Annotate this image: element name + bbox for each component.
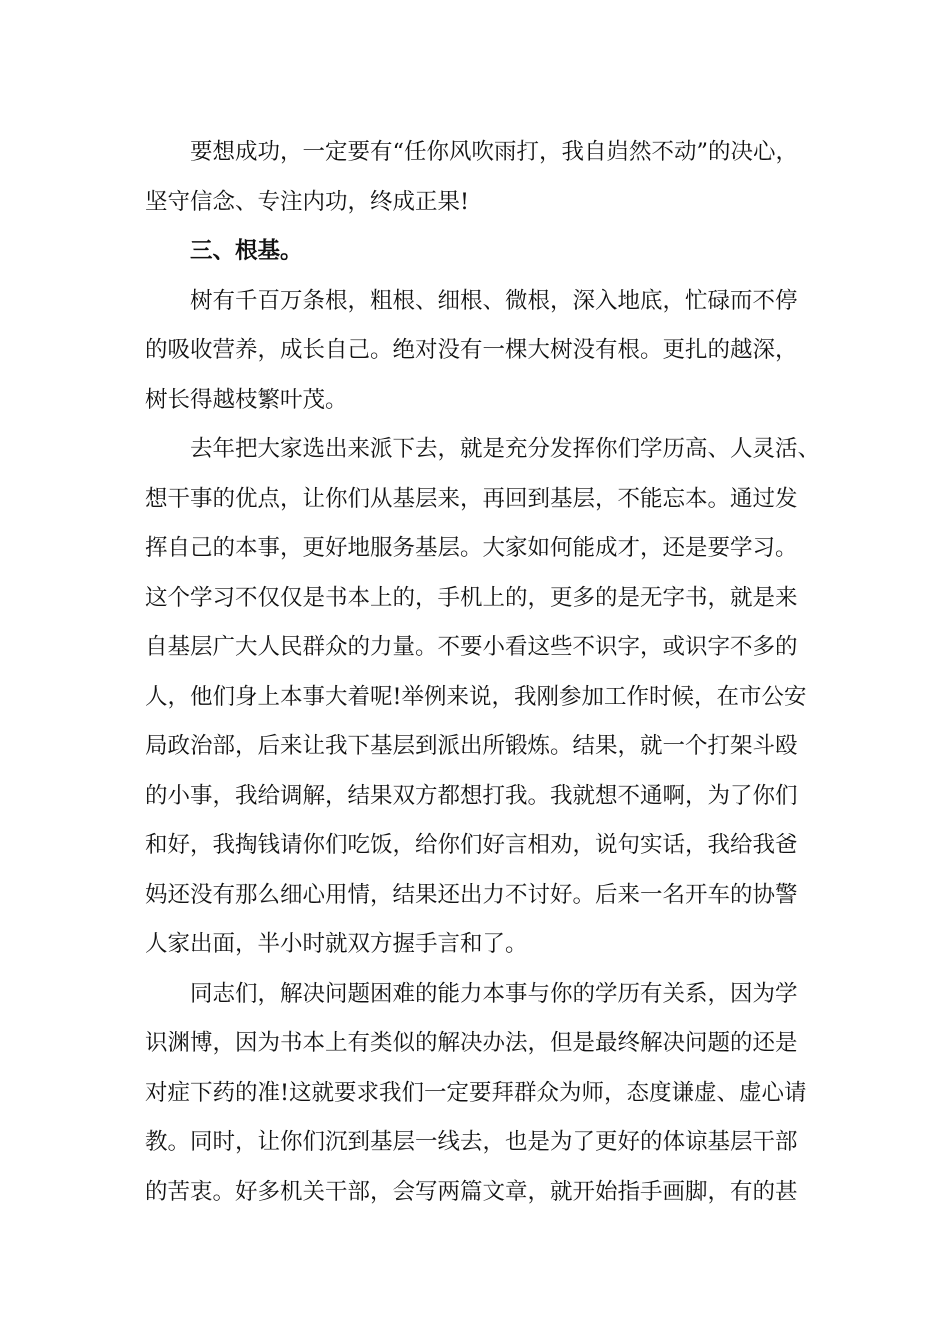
heading-text: 三、根基。: [190, 238, 303, 264]
text-line: 同志们，解决问题困难的能力本事与你的学历有关系，因为学: [190, 980, 798, 1007]
text-line: 和好，我掏钱请你们吃饭，给你们好言相劝，说句实话，我给我爸: [145, 832, 798, 858]
text-line: 自基层广大人民群众的力量。不要小看这些不识字，或识字不多的: [145, 634, 798, 660]
text-line: 要想成功，一定要有“任你风吹雨打，我自岿然不动”的决心，: [190, 139, 799, 165]
paragraph: [145, 277, 810, 426]
document-body: [145, 128, 821, 1217]
paragraph: [145, 128, 810, 227]
text-line: 这个学习不仅仅是书本上的，手机上的，更多的是无字书，就是来: [145, 584, 798, 611]
text-line: 挥自己的本事，更好地服务基层。大家如何能成才，还是要学习。: [145, 535, 798, 561]
text-line: 教。同时，让你们沉到基层一线去，也是为了更好的体谅基层干部: [145, 1129, 798, 1155]
text-line: 想干事的优点，让你们从基层来，再回到基层，不能忘本。通过发: [145, 485, 798, 512]
text-line: 局政治部，后来让我下基层到派出所锻炼。结果，就一个打架斗殴: [145, 733, 798, 759]
text-line: 树有千百万条根，粗根、细根、微根，深入地底，忙碌而不停: [190, 287, 798, 314]
text-line: 的小事，我给调解，结果双方都想打我。我就想不通啊，为了你们: [145, 782, 798, 809]
text-line: 人家出面，半小时就双方握手言和了。: [145, 931, 528, 957]
text-line: 坚守信念、专注内功，终成正果!: [145, 188, 470, 215]
text-line: 的苦衷。好多机关干部，会写两篇文章，就开始指手画脚，有的甚: [145, 1178, 798, 1205]
text-line: 妈还没有那么细心用情，结果还出力不讨好。后来一名开车的协警: [145, 881, 798, 908]
text-line: 树长得越枝繁叶茂。: [145, 386, 348, 413]
text-line: 对症下药的准!这就要求我们一定要拜群众为师，态度谦虚、虚心请: [145, 1079, 807, 1106]
paragraph: [145, 970, 810, 1218]
text-line: 的吸收营养，成长自己。绝对没有一棵大树没有根。更扎的越深，: [145, 337, 798, 363]
text-line: 去年把大家选出来派下去，就是充分发挥你们学历高、人灵活、: [190, 436, 821, 462]
section-heading: [145, 227, 810, 277]
text-line: 识渊博，因为书本上有类似的解决办法，但是最终解决问题的还是: [145, 1030, 798, 1056]
text-line: 人，他们身上本事大着呢!举例来说，我刚参加工作时候，在市公安: [145, 683, 807, 710]
paragraph: [145, 425, 821, 970]
